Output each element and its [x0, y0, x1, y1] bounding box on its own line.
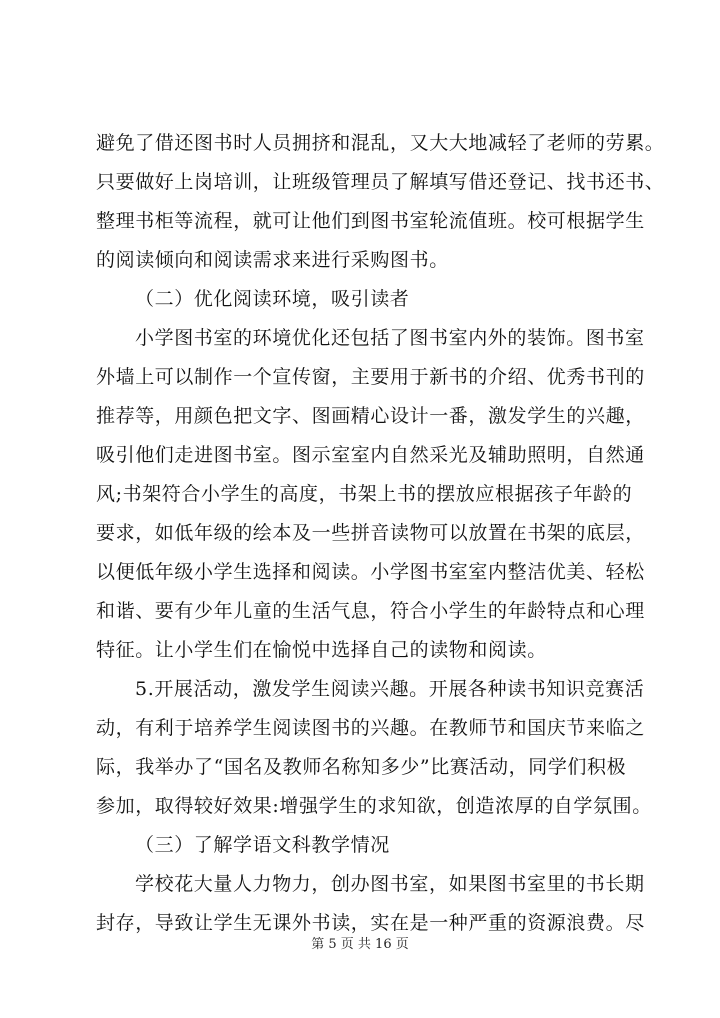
section-heading: （三）了解学语文科教学情况: [135, 834, 390, 856]
text-line: 吸引他们走进图书室。图示室室内自然采光及辅助照明，自然通: [96, 444, 645, 466]
text-line: 特征。让小学生们在愉悦中选择自己的读物和阅读。: [96, 639, 547, 661]
text-line: 推荐等，用颜色把文字、图画精心设计一番，激发学生的兴趣，: [96, 405, 645, 427]
text-line: 小学图书室的环境优化还包括了图书室内外的装饰。图书室: [135, 327, 645, 349]
text-line: 学校花大量人力物力，创办图书室，如果图书室里的书长期: [135, 873, 645, 895]
text-line: 只要做好上岗培训，让班级管理员了解填写借还登记、找书还书、: [96, 171, 665, 193]
text-line: 封存，导致让学生无课外书读，实在是一种严重的资源浪费。尽: [96, 912, 645, 934]
text-line: 际，我举办了“国名及教师名称知多少”比赛活动，同学们积极: [96, 756, 627, 778]
text-line: 避免了借还图书时人员拥挤和混乱，又大大地减轻了老师的劳累。: [96, 132, 665, 154]
text-line: 动，有利于培养学生阅读图书的兴趣。在教师节和国庆节来临之: [96, 717, 645, 739]
text-line: 5.开展活动，激发学生阅读兴趣。开展各种读书知识竞赛活: [135, 678, 645, 700]
text-line: 整理书柜等流程，就可让他们到图书室轮流值班。校可根据学生: [96, 210, 645, 232]
text-line: 要求，如低年级的绘本及一些拼音读物可以放置在书架的底层，: [96, 522, 645, 544]
section-heading: （二）优化阅读环境，吸引读者: [135, 288, 410, 310]
page-footer: 第 5 页 共 16 页: [311, 937, 409, 952]
text-line: 外墙上可以制作一个宣传窗，主要用于新书的介绍、优秀书刊的: [96, 366, 645, 388]
text-line: 的阅读倾向和阅读需求来进行采购图书。: [96, 249, 449, 271]
text-line: 以便低年级小学生选择和阅读。小学图书室室内整洁优美、轻松: [96, 561, 645, 583]
text-line: 和谐、要有少年儿童的生活气息，符合小学生的年龄特点和心理: [96, 600, 645, 622]
text-line: 参加，取得较好效果:增强学生的求知欲，创造浓厚的自学氛围。: [96, 795, 652, 817]
text-line: 风;书架符合小学生的高度，书架上书的摆放应根据孩子年龄的: [96, 483, 633, 505]
